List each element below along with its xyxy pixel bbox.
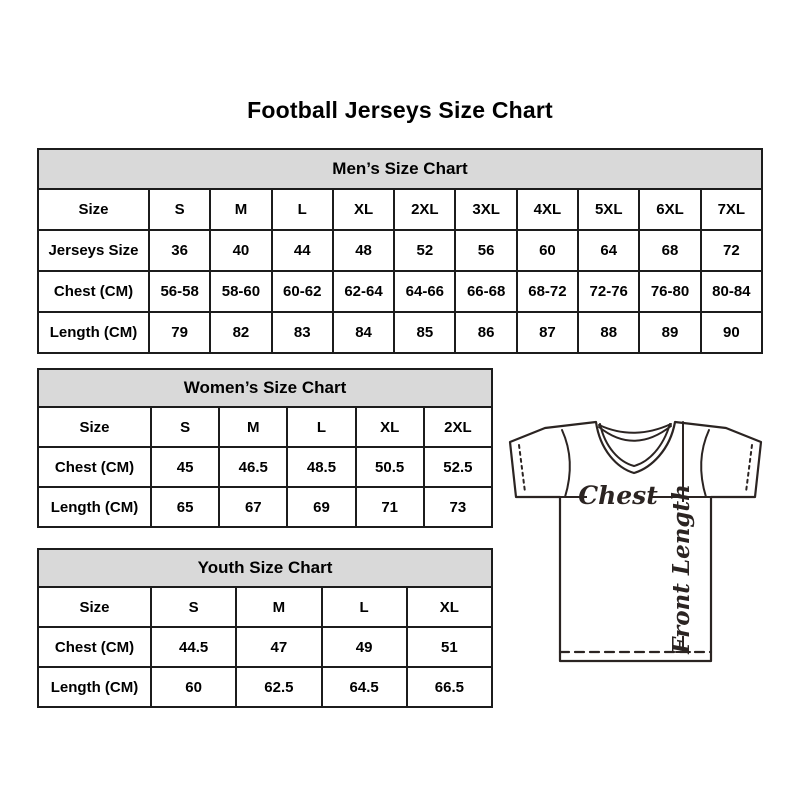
value-cell: 84 xyxy=(333,312,394,353)
jersey-outline xyxy=(510,422,761,661)
table-row xyxy=(38,487,492,527)
value-cell: 66-68 xyxy=(455,271,516,312)
value-cell: 73 xyxy=(424,487,492,527)
table-row xyxy=(38,627,492,667)
left-cuff-stitch xyxy=(519,445,525,492)
header-cell: Jerseys Size xyxy=(38,230,149,271)
collar-arc-top xyxy=(599,424,671,433)
table-row xyxy=(38,189,762,230)
header-cell: Size xyxy=(38,407,151,447)
jersey-diagram-svg xyxy=(503,412,771,674)
header-cell: Size xyxy=(38,189,149,230)
value-cell: 67 xyxy=(219,487,287,527)
header-cell: 2XL xyxy=(424,407,492,447)
jersey-measurement-diagram xyxy=(503,412,771,674)
header-cell: 4XL xyxy=(517,189,578,230)
value-cell: 50.5 xyxy=(356,447,424,487)
header-cell: XL xyxy=(333,189,394,230)
value-cell: 62.5 xyxy=(236,667,321,707)
value-cell: 90 xyxy=(701,312,762,353)
header-cell: 5XL xyxy=(578,189,639,230)
chest-label: Chest xyxy=(578,481,658,510)
header-cell: M xyxy=(219,407,287,447)
value-cell: 69 xyxy=(287,487,355,527)
value-cell: 65 xyxy=(151,487,219,527)
header-cell: Size xyxy=(38,587,151,627)
value-cell: 51 xyxy=(407,627,492,667)
header-cell: M xyxy=(210,189,271,230)
value-cell: 88 xyxy=(578,312,639,353)
value-cell: 80-84 xyxy=(701,271,762,312)
value-cell: 48.5 xyxy=(287,447,355,487)
header-cell: S xyxy=(149,189,210,230)
table-row xyxy=(38,312,762,353)
header-cell: M xyxy=(236,587,321,627)
value-cell: 58-60 xyxy=(210,271,271,312)
value-cell: 40 xyxy=(210,230,271,271)
value-cell: 60 xyxy=(517,230,578,271)
header-cell: Length (CM) xyxy=(38,487,151,527)
header-cell: L xyxy=(272,189,333,230)
value-cell: 52 xyxy=(394,230,455,271)
header-cell: XL xyxy=(356,407,424,447)
value-cell: 71 xyxy=(356,487,424,527)
value-cell: 72-76 xyxy=(578,271,639,312)
header-cell: 6XL xyxy=(639,189,700,230)
table-row xyxy=(38,587,492,627)
value-cell: 68 xyxy=(639,230,700,271)
left-armhole-seam xyxy=(562,430,570,497)
value-cell: 64-66 xyxy=(394,271,455,312)
value-cell: 45 xyxy=(151,447,219,487)
page-title: Football Jerseys Size Chart xyxy=(247,97,553,123)
value-cell: 62-64 xyxy=(333,271,394,312)
table-title: Women’s Size Chart xyxy=(38,369,492,407)
value-cell: 44.5 xyxy=(151,627,236,667)
value-cell: 64 xyxy=(578,230,639,271)
table-row xyxy=(38,407,492,447)
size-table xyxy=(37,368,493,528)
value-cell: 72 xyxy=(701,230,762,271)
value-cell: 76-80 xyxy=(639,271,700,312)
header-cell: XL xyxy=(407,587,492,627)
value-cell: 44 xyxy=(272,230,333,271)
value-cell: 82 xyxy=(210,312,271,353)
value-cell: 64.5 xyxy=(322,667,407,707)
header-cell: 7XL xyxy=(701,189,762,230)
table-row xyxy=(38,667,492,707)
value-cell: 85 xyxy=(394,312,455,353)
table-row xyxy=(38,447,492,487)
value-cell: 49 xyxy=(322,627,407,667)
value-cell: 68-72 xyxy=(517,271,578,312)
header-cell: Length (CM) xyxy=(38,667,151,707)
mens-size-chart-table xyxy=(37,148,763,352)
value-cell: 36 xyxy=(149,230,210,271)
header-cell: L xyxy=(287,407,355,447)
value-cell: 56 xyxy=(455,230,516,271)
right-armhole-seam xyxy=(701,430,709,497)
value-cell: 87 xyxy=(517,312,578,353)
value-cell: 46.5 xyxy=(219,447,287,487)
value-cell: 60 xyxy=(151,667,236,707)
womens-size-chart-table xyxy=(37,368,493,528)
value-cell: 52.5 xyxy=(424,447,492,487)
header-cell: S xyxy=(151,407,219,447)
header-cell: 2XL xyxy=(394,189,455,230)
header-cell: S xyxy=(151,587,236,627)
value-cell: 83 xyxy=(272,312,333,353)
header-cell: Chest (CM) xyxy=(38,627,151,667)
value-cell: 47 xyxy=(236,627,321,667)
value-cell: 79 xyxy=(149,312,210,353)
size-table xyxy=(37,548,493,708)
table-title: Youth Size Chart xyxy=(38,549,492,587)
right-cuff-stitch xyxy=(746,445,752,492)
value-cell: 86 xyxy=(455,312,516,353)
header-cell: L xyxy=(322,587,407,627)
table-row xyxy=(38,271,762,312)
value-cell: 56-58 xyxy=(149,271,210,312)
youth-size-chart-table xyxy=(37,548,493,706)
value-cell: 60-62 xyxy=(272,271,333,312)
header-cell: Chest (CM) xyxy=(38,271,149,312)
table-title: Men’s Size Chart xyxy=(38,149,762,189)
size-table xyxy=(37,148,763,354)
value-cell: 66.5 xyxy=(407,667,492,707)
value-cell: 89 xyxy=(639,312,700,353)
front-length-label: Front Length xyxy=(668,484,695,654)
value-cell: 48 xyxy=(333,230,394,271)
table-row xyxy=(38,230,762,271)
header-cell: Length (CM) xyxy=(38,312,149,353)
header-cell: 3XL xyxy=(455,189,516,230)
header-cell: Chest (CM) xyxy=(38,447,151,487)
